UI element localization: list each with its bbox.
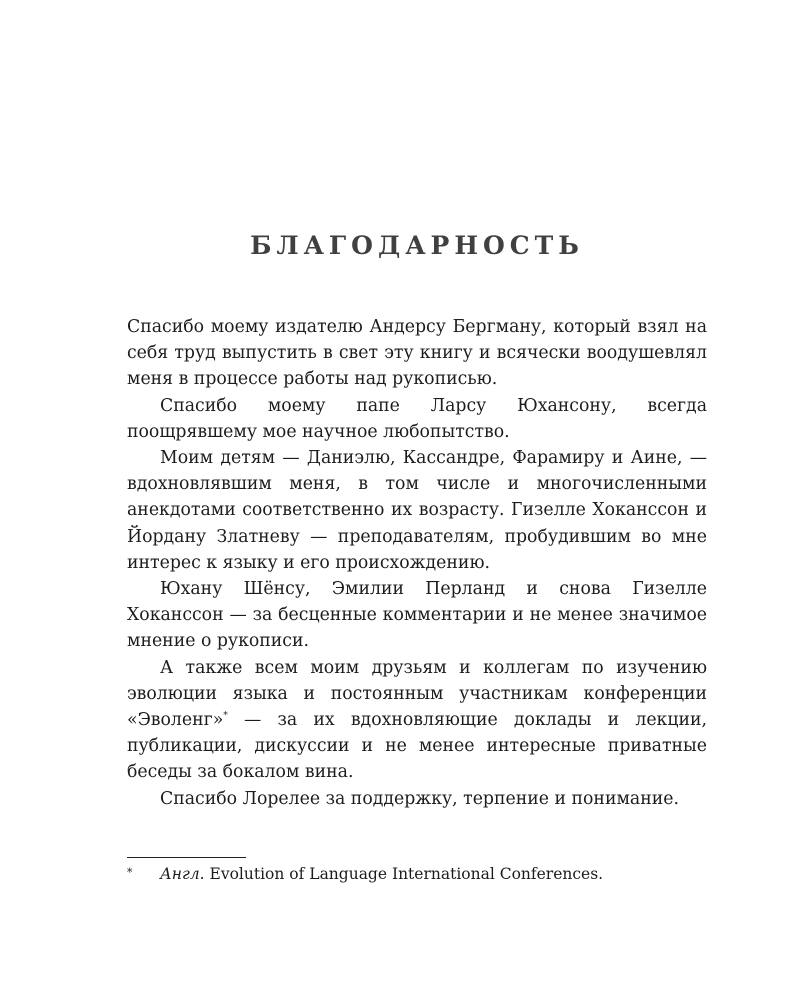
paragraph-reviewers: Юхану Шёнсу, Эмилии Перланд и снова Гизелле Хоканссон — за бесценные комментарии и не менее значимое мнение о рукописи. bbox=[127, 579, 707, 652]
footnote-reference[interactable]: * bbox=[223, 711, 228, 722]
paragraph-colleagues bbox=[127, 655, 707, 786]
paragraph-lorelei: Спасибо Лорелее за поддержку, терпение и понимание. bbox=[160, 788, 679, 809]
footnote bbox=[127, 862, 727, 885]
paragraph-colleagues-start: А также всем моим друзьям и коллегам по изучению эволюции языка и постоянным участникам конференции «Эволенг» bbox=[127, 657, 707, 731]
paragraph-father: Спасибо моему папе Ларсу Юхансону, всегда поощрявшему мое научное любопытство. bbox=[127, 395, 707, 442]
acknowledgements-text bbox=[127, 314, 707, 812]
page-title: БЛАГОДАРНОСТЬ bbox=[250, 231, 584, 260]
paragraph-colleagues-end: — за их вдохновляющие доклады и лекции, публикации, дискуссии и не менее интересные приватные беседы за бокалом вина. bbox=[127, 710, 707, 783]
footnote-divider bbox=[127, 857, 246, 858]
paragraph-children-teachers: Моим детям — Даниэлю, Кассандре, Фарамиру и Аине, — вдохновлявшим меня, в том числе и многочисленными анекдотами соответственно их возрасту. Гизелле Хоканссон и Йордану Златневу — преподавателям, пробудившим во мне интерес к языку и его происхождению. bbox=[127, 448, 707, 573]
footnote-marker: * bbox=[127, 866, 133, 879]
paragraph-publisher: Спасибо моему издателю Андерсу Бергману, который взял на себя труд выпустить в свет эту книгу и всячески воодушевлял меня в процессе работы над рукописью. bbox=[127, 317, 707, 390]
footnote-language-abbr: Англ. bbox=[160, 865, 205, 883]
footnote-text: Evolution of Language International Conferences. bbox=[204, 865, 604, 883]
